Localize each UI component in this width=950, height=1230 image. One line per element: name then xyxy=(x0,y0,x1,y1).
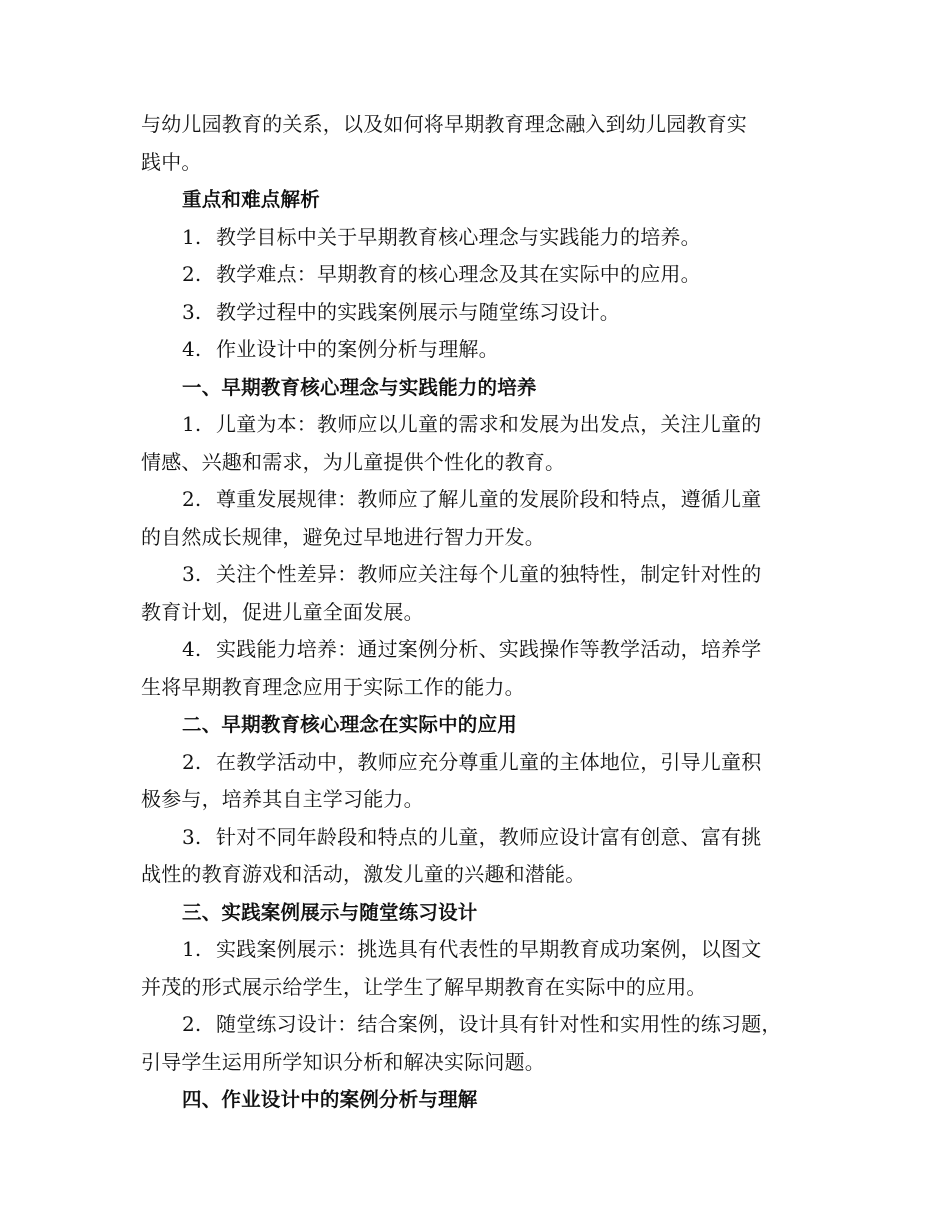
list-number: 1. xyxy=(182,412,202,436)
line-text: 的自然成长规律，避免过早地进行智力开发。 xyxy=(141,524,545,549)
line-text: 教学目标中关于早期教育核心理念与实践能力的培养。 xyxy=(216,224,701,249)
list-number: 3. xyxy=(182,299,202,324)
line-text: 重点和难点解析 xyxy=(182,188,320,211)
line-text: 极参与，培养其自主学习能力。 xyxy=(141,787,424,811)
line-text: 一、早期教育核心理念与实践能力的培养 xyxy=(182,375,537,399)
line-text: 教育计划，促进儿童全面发展。 xyxy=(141,599,424,624)
text-line xyxy=(141,331,806,369)
line-text: 引导学生运用所学知识分析和解决实际问题。 xyxy=(141,1049,545,1074)
line-text: 战性的教育游戏和活动，激发儿童的兴趣和潜能。 xyxy=(141,862,586,886)
text-line xyxy=(141,1044,806,1082)
text-line xyxy=(141,106,806,144)
section-heading xyxy=(141,369,806,407)
list-number: 4. xyxy=(182,637,202,661)
line-text: 针对不同年龄段和特点的儿童，教师应设计富有创意、富有挑 xyxy=(216,824,762,849)
text-line xyxy=(141,256,806,294)
text-line xyxy=(141,556,806,594)
line-text: 在教学活动中，教师应充分尊重儿童的主体地位，引导儿童积 xyxy=(216,749,762,774)
text-line xyxy=(141,444,806,482)
line-text: 儿童为本：教师应以儿童的需求和发展为出发点，关注儿童的 xyxy=(216,412,762,436)
list-number: 1. xyxy=(182,224,202,249)
text-line xyxy=(141,969,806,1007)
text-line xyxy=(141,1006,806,1044)
line-text: 教学过程中的实践案例展示与随堂练习设计。 xyxy=(216,299,620,324)
text-line xyxy=(141,669,806,707)
line-text: 实践能力培养：通过案例分析、实践操作等教学活动，培养学 xyxy=(216,637,762,661)
line-text: 关注个性差异：教师应关注每个儿童的独特性，制定针对性的 xyxy=(216,562,762,586)
section-heading xyxy=(141,706,806,744)
line-text: 实践案例展示：挑选具有代表性的早期教育成功案例，以图文 xyxy=(216,937,762,961)
text-line xyxy=(141,144,806,182)
section-heading xyxy=(141,181,806,219)
list-number: 1. xyxy=(182,937,202,961)
list-number: 3. xyxy=(182,824,202,849)
line-text: 践中。 xyxy=(141,149,202,174)
list-number: 2. xyxy=(182,749,202,774)
line-text: 情感、兴趣和需求，为儿童提供个性化的教育。 xyxy=(141,449,566,474)
line-text: 教学难点：早期教育的核心理念及其在实际中的应用。 xyxy=(216,262,701,286)
text-line xyxy=(141,856,806,894)
line-text: 与幼儿园教育的关系，以及如何将早期教育理念融入到幼儿园教育实 xyxy=(141,112,747,136)
line-text: 尊重发展规律：教师应了解儿童的发展阶段和特点，遵循儿童 xyxy=(216,487,762,511)
list-number: 4. xyxy=(182,337,202,361)
line-text: 作业设计中的案例分析与理解。 xyxy=(216,337,499,361)
text-line xyxy=(141,406,806,444)
text-line xyxy=(141,519,806,557)
line-text: 生将早期教育理念应用于实际工作的能力。 xyxy=(141,674,525,699)
text-line xyxy=(141,481,806,519)
document-body xyxy=(141,106,806,1119)
section-heading xyxy=(141,894,806,932)
text-line xyxy=(141,631,806,669)
list-number: 3. xyxy=(182,562,202,586)
list-number: 2. xyxy=(182,262,202,286)
text-line xyxy=(141,931,806,969)
text-line xyxy=(141,781,806,819)
line-text: 并茂的形式展示给学生，让学生了解早期教育在实际中的应用。 xyxy=(141,974,707,999)
section-heading xyxy=(141,1081,806,1119)
line-text: 随堂练习设计：结合案例，设计具有针对性和实用性的练习题， xyxy=(216,1012,782,1036)
text-line xyxy=(141,294,806,332)
text-line xyxy=(141,594,806,632)
list-number: 2. xyxy=(182,1012,202,1036)
list-number: 2. xyxy=(182,487,202,511)
text-line xyxy=(141,819,806,857)
line-text: 二、早期教育核心理念在实际中的应用 xyxy=(182,713,517,736)
line-text: 四、作业设计中的案例分析与理解 xyxy=(182,1088,478,1111)
text-line xyxy=(141,744,806,782)
line-text: 三、实践案例展示与随堂练习设计 xyxy=(182,900,478,924)
text-line xyxy=(141,219,806,257)
